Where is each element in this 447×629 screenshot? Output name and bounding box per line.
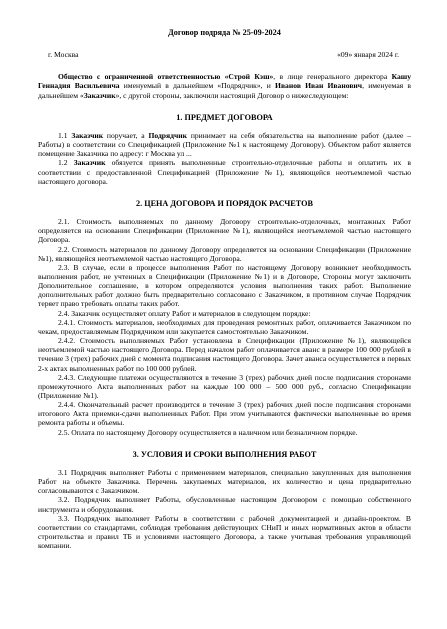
intro-director: Кашу Геннадия Васильевича [38,72,411,91]
clause-2-4-3: 2.4.3. Следующие платежи осуществляются в течение 3 (трех) рабочих дней после подписания сторонами промежуточного Акта выполненных работ на каждые 100 000 – 500 000 руб., согласно Спецификации (Приложение №1). [38,372,411,400]
clause-2-4: 2.4. Заказчик осуществляет оплату Работ и материалов в следующем порядке: [58,308,311,318]
city: г. Москва [48,50,79,60]
clause-2-4-4: 2.4.4. Окончательный расчет производится в течение 3 (трех) рабочих дней после подписания сторонами итогового Акта приемки-сдачи выполненных Работ. При этом учитываются фактически выполненные во время ремонта работы и объемы. [38,400,411,428]
clause-1-1 [38,131,411,158]
clause-3-2: 3.2. Подрядчик выполняет Работы, обусловленные настоящим Договором с помощью собственного инструмента и оборудования. [38,495,411,514]
clause-3-3: 3.3. Подрядчик выполняет Работы в соответствии с рабочей документацией и дизайн-проектом. В соответствии со стандартами, соблюдая требования действующих СНиП и иных нормативных актов в области строительства и правил ТБ и условиями настоящего Договора, а также учитывая требования управляющей компании. [38,513,411,551]
section-3-heading: 3. УСЛОВИЯ И СРОКИ ВЫПОЛНЕНИЯ РАБОТ [132,449,317,459]
contract-date: «09» января 2024 г. [337,50,399,60]
clause-3-1: 3.1 Подрядчик выполняет Работы с применением материалов, специально закупленных для выполнения Работ на объекте Заказчика. Перечень закупаемых материалов, их количество и цена предварительно согласовываются с Заказчиком. [38,467,411,496]
intro-text-3: , именуемая в дальнейшем « [38,81,411,100]
clause-1-2-text: обязуется принять выполненные строительно-отделочные работы и оплатить их в соответствии с предоставленной Спецификацией (Приложение №1), являющейся неотъемлемой частью настоящего договора. [38,158,411,186]
clause-1-1-customer: Заказчик [71,130,104,140]
clause-2-4-1: 2.4.1. Стоимость материалов, необходимых для проведения ремонтных работ, оплачивается Заказчиком по чекам, предоставляемым Подрядчиком или закупается самостоятельно Заказчиком. [38,317,411,336]
clause-1-1-num: 1.1 [58,130,72,140]
intro-paragraph [38,72,411,99]
clause-2-3: 2.3. В случае, если в процессе выполнения Работ по настоящему Договору возникнет необходимость выполнения работ, не учтенных в Спецификации (Приложение №1) и в Договоре, Стороны могут заключить Дополнительное соглашение, в котором определяются условия выполнения таких работ. Выполнение дополнительных работ должно быть предварительно согласовано с Заказчиком, в противном случае Подрядчик теряет право требовать оплаты таких работ. [38,262,411,309]
section-1-heading: 1. ПРЕДМЕТ ДОГОВОРА [176,112,273,122]
intro-text-2: именуемый в дальнейшем «Подрядчик», и [119,81,276,91]
clause-1-2-customer: Заказчик [73,158,106,168]
clause-2-4-2: 2.4.2. Стоимость выполняемых Работ установлена в Спецификации (Приложение №1), являющейся неотъемлемой частью настоящего Договора. Перед началом работ оплачивается аванс в размере 100 000 рублей в течение 3 (трех) рабочих дней с момента подписания настоящего Договора. Зачет аванса осуществляется в первых 2-х актах выполненных работ по 100 000 рублей. [38,336,411,373]
clause-1-1-text-a: поручает, а [103,130,149,140]
intro-customer: Иванов Иван Иванович [275,81,363,91]
clause-1-1-text-b: принимает на себя обязательства на выполнение работ (далее – Работы) в соответствии со Спецификацией (Приложение №1 к настоящему Договору). Объектом работ является помещение Заказчика по адресу: г Москва ул ... [38,130,412,159]
intro-text-1: , в лице генерального директора [273,72,392,82]
intro-text-4: », с другой стороны, заключили настоящий Договор о нижеследующем: [115,90,349,100]
place-date-row [38,50,411,59]
intro-org: Общество с ограниченной ответственностью «Строй Кэш» [58,72,274,82]
clause-2-1: 2.1. Стоимость выполняемых по данному Договору строительно-отделочных, монтажных Работ определяется на основании Спецификации (Приложение №1), являющейся неотъемлемой частью настоящего Договора. [38,217,411,245]
clause-1-2 [38,158,411,185]
clause-2-5: 2.5. Оплата по настоящему Договору осуществляется в наличном или безналичном порядке. [58,427,358,437]
document-title: Договор подряда № 25-09-2024 [168,28,281,37]
clause-1-2-num: 1.2 [58,158,74,168]
intro-role: Заказчик [83,90,116,100]
clause-1-1-contractor: Подрядчик [148,130,188,140]
section-2-heading: 2. ЦЕНА ДОГОВОРА И ПОРЯДОК РАСЧЕТОВ [136,198,313,208]
clause-2-2: 2.2. Стоимость материалов по данному Договору определяется на основании Спецификации (Приложение №1), являющейся неотъемлемой частью настоящего Договора. [38,244,411,263]
